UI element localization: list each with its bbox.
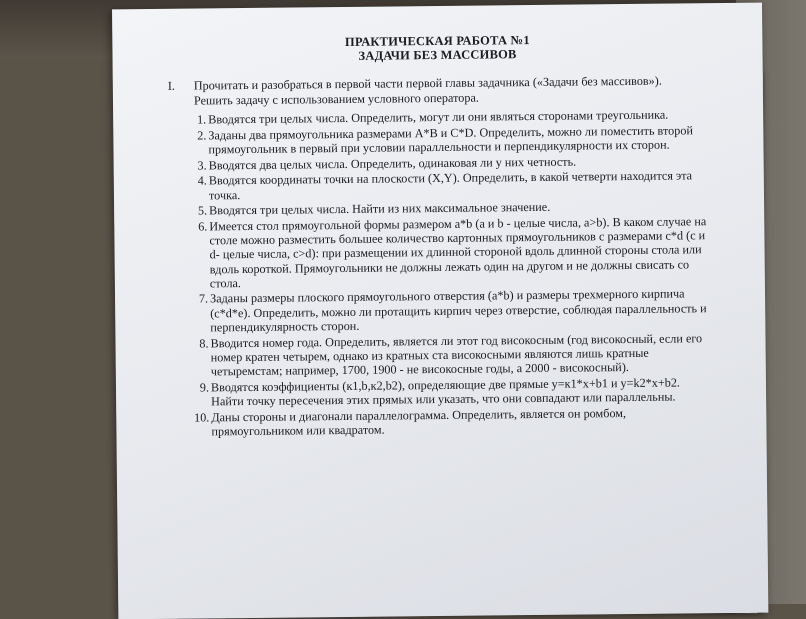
- task-text: Вводятся два целых числа. Определить, одинаковая ли у них четность.: [208, 154, 577, 173]
- section-number: I.: [167, 78, 176, 93]
- task-number: 9.: [199, 380, 210, 395]
- list-item: [170, 287, 710, 335]
- task-number: 7.: [198, 291, 209, 306]
- task-number: 8.: [199, 335, 209, 351]
- task-text: Имеется стол прямоугольной формы размером a*b (a и b - целые числа, a>b). В каком случае на столе можно разместить большее количество картонных прямоугольников с размерами c*d (с и d- целые числа, c>d): при размещении их длинной стороной вдоль длинной стороны стола или вдоль короткой. Прямоугольники не должны лежать один на другом и не должны свисать со стола.: [209, 214, 707, 291]
- task-text: Даны стороны и диагонали параллелограмма. Определить, является он ромбом, прямоугольником или квадратом.: [211, 405, 627, 439]
- task-text: Вводится номер года. Определить, является ли этот год високосным (год високосный, если его номер кратен четырем, однако из кратных ста високосными являются лишь кратные четыремстам; например, 1700, 1900 - не високосные годы, а 2000 - високосный).: [210, 330, 703, 379]
- list-item: [171, 375, 711, 409]
- section-text-line1: Прочитать и разобраться в первой части первой главы задачника («Задачи без массивов»).: [193, 73, 662, 93]
- task-list: [168, 107, 711, 440]
- task-text: Вводятся координаты точки на плоскости (X,Y). Определить, в какой четверти находится эта точка.: [208, 168, 693, 202]
- task-text: Заданы два прямоугольника размерами А*В и С*D. Определить, можно ли поместить второй прямоугольник в первый при условии параллельности и перпендикулярности их сторон.: [208, 123, 694, 157]
- task-text: Вводятся три целых числа. Найти из них максимальное значение.: [209, 200, 551, 218]
- task-text: Вводятся коэффициенты (к1,b,к2,b2), определяющие две прямые y=к1*x+b1 и y=k2*x+b2. Найти точку пересечения этих прямых или указать, что они совпадают или параллельны.: [210, 375, 681, 409]
- list-item: [169, 214, 710, 291]
- task-number: 10.: [193, 409, 210, 425]
- list-item: [169, 168, 709, 202]
- list-item: [170, 331, 710, 379]
- task-number: 2.: [197, 128, 207, 143]
- section-text-line2: Решить задачу с использованием условного оператора.: [193, 90, 479, 108]
- section-intro: [168, 73, 728, 108]
- document-subtitle: ЗАДАЧИ БЕЗ МАССИВОВ: [358, 47, 517, 63]
- paper-sheet: [112, 3, 768, 619]
- task-number: 5.: [197, 203, 208, 218]
- task-number: 1.: [196, 112, 207, 127]
- task-number: 6.: [198, 219, 208, 234]
- task-text: Заданы размеры плоского прямоугольного отверстия (a*b) и размеры трехмерного кирпича (c*d*e). Определить, можно ли протащить кирпич через отверстие, соблюдая параллельность и перпендикулярность сторон.: [209, 286, 707, 335]
- list-item: [168, 123, 708, 157]
- task-number: 3.: [197, 158, 207, 173]
- document-title: ПРАКТИЧЕСКАЯ РАБОТА №1: [344, 33, 530, 49]
- task-number: 4.: [197, 173, 207, 188]
- task-text: Вводятся три целых числа. Определить, могут ли они являться сторонами треугольника.: [208, 107, 669, 127]
- list-item: [171, 405, 711, 439]
